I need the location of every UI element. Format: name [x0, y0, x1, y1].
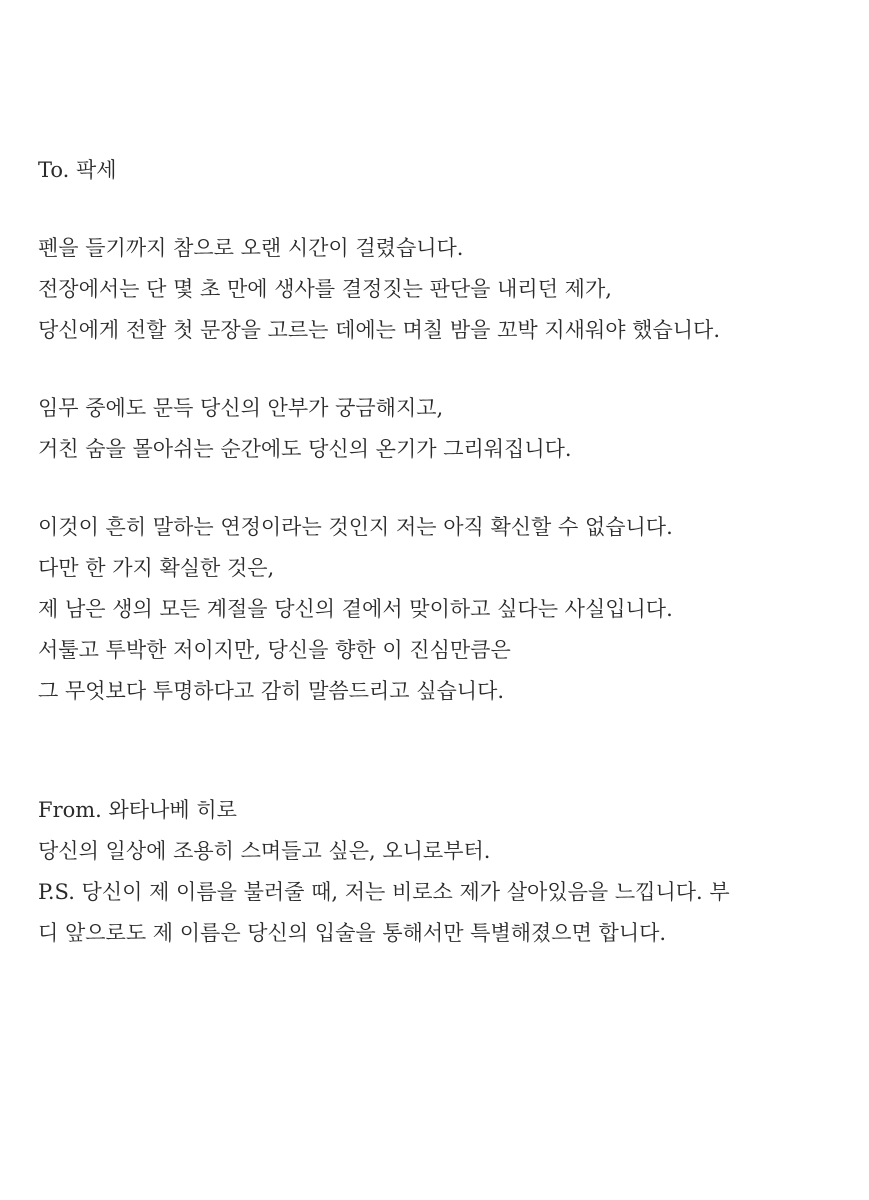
paragraph-line: 임무 중에도 문득 당신의 안부가 궁금해지고,: [38, 396, 444, 420]
postscript-line: P.S. 당신이 제 이름을 불러줄 때, 저는 비로소 제가 살아있음을 느낍니다. 부: [38, 880, 730, 904]
paragraph-line: 서툴고 투박한 저이지만, 당신을 향한 이 진심만큼은: [38, 638, 511, 662]
postscript-line: 디 앞으로도 제 이름은 당신의 입술을 통해서만 특별해졌으면 합니다.: [38, 921, 667, 945]
paragraph-line: 이것이 흔히 말하는 연정이라는 것인지 저는 아직 확신할 수 없습니다.: [38, 515, 673, 539]
greeting: To. 팍세: [38, 158, 117, 182]
paragraph-1: [38, 228, 838, 351]
paragraph-line: 당신에게 전할 첫 문장을 고르는 데에는 며칠 밤을 꼬박 지새워야 했습니다.: [38, 318, 721, 342]
letter-body: [38, 150, 838, 954]
paragraph-line: 펜을 들기까지 참으로 오랜 시간이 걸렸습니다.: [38, 236, 464, 260]
signature-block: [38, 790, 838, 954]
closing-line: 당신의 일상에 조용히 스며들고 싶은, 오니로부터.: [38, 839, 491, 863]
paragraph-line: 거친 숨을 몰아쉬는 순간에도 당신의 온기가 그리워집니다.: [38, 437, 572, 461]
paragraph-line: 다만 한 가지 확실한 것은,: [38, 556, 275, 580]
paragraph-2: [38, 388, 838, 470]
paragraph-line: 제 남은 생의 모든 계절을 당신의 곁에서 맞이하고 싶다는 사실입니다.: [38, 597, 673, 621]
paragraph-line: 전장에서는 단 몇 초 만에 생사를 결정짓는 판단을 내리던 제가,: [38, 277, 612, 301]
from-line: From. 와타나베 히로: [38, 798, 237, 822]
paragraph-line: 그 무엇보다 투명하다고 감히 말씀드리고 싶습니다.: [38, 679, 505, 703]
paragraph-3: [38, 507, 838, 712]
